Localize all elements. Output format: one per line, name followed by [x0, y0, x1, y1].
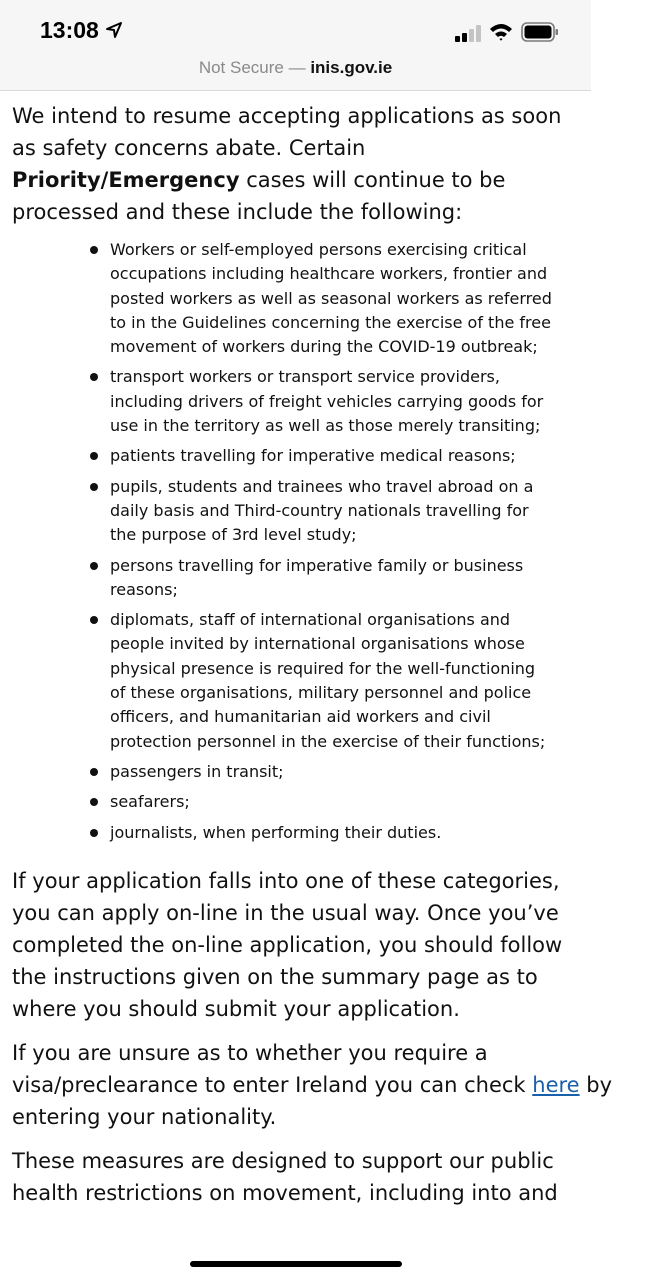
list-item: [90, 365, 552, 438]
wifi-icon: [489, 22, 513, 41]
home-indicator[interactable]: [190, 1261, 402, 1267]
cellular-signal-icon: [455, 25, 483, 42]
status-bar: [0, 0, 591, 58]
intro-paragraph: [12, 100, 587, 228]
bullet-icon: [90, 616, 98, 624]
list-item: [90, 475, 552, 548]
intro-text: We intend to resume accepting applications as soon as safety concerns abate. Certain: [12, 104, 562, 160]
list-item-text: passengers in transit;: [110, 761, 284, 781]
address-bar[interactable]: [0, 58, 591, 91]
list-item-text: Workers or self-employed persons exercising critical occupations including healthcare workers, frontier and posted workers as well as seasonal workers as referred to in the Guidelines concerning the exercise of the free movement of workers during the COVID-19 outbreak;: [110, 240, 552, 357]
list-item-text: seafarers;: [110, 792, 190, 812]
visa-check-text-end: by entering your nationality.: [12, 1072, 613, 1129]
visa-check-paragraph: [12, 1037, 652, 1133]
list-item-text: transport workers or transport service providers, including drivers of freight vehicles carrying goods for use in the territory as well as those merely transiting;: [110, 367, 544, 436]
battery-icon: [521, 22, 559, 42]
apply-online-paragraph: If your application falls into one of these categories, you can apply on-line in the usual way. Once you’ve completed the on-line application, you should follow the instructions given on the summary page as to where you should submit your application.: [12, 868, 563, 1021]
list-item-text: pupils, students and trainees who travel abroad on a daily basis and Third-country nationals travelling for the purpose of 3rd level study;: [110, 476, 534, 545]
list-item: [90, 444, 552, 468]
list-item-text: persons travelling for imperative family or business reasons;: [110, 555, 524, 599]
intro-text-end: cases will continue to be processed and these include the following:: [12, 168, 506, 224]
list-item: [90, 790, 552, 814]
not-secure-label: Not Secure: [198, 58, 284, 77]
list-item: [90, 821, 552, 845]
measures-paragraph: These measures are designed to support our public health restrictions on movement, including into and: [12, 1148, 558, 1205]
list-item: [90, 760, 552, 784]
list-item: [90, 238, 552, 359]
priority-categories-list: [12, 238, 552, 845]
bullet-icon: [90, 246, 98, 254]
url-domain: inis.gov.ie: [310, 58, 393, 77]
list-item-text: diplomats, staff of international organisations and people invited by international organisations whose physical presence is required for the well-functioning of these organisations, military personnel and police officers, and humanitarian aid workers and civil protection personnel in the exercise of their functions;: [110, 610, 546, 751]
list-item: [90, 554, 552, 603]
list-item-text: journalists, when performing their duties.: [110, 822, 442, 842]
bullet-icon: [90, 373, 98, 381]
here-link[interactable]: here: [532, 1072, 580, 1097]
bullet-icon: [90, 452, 98, 460]
status-time: 13:08: [40, 17, 99, 43]
url-separator: —: [283, 58, 311, 77]
bullet-icon: [90, 768, 98, 776]
bullet-icon: [90, 483, 98, 491]
page-content: [12, 100, 652, 1209]
location-arrow-icon: [106, 22, 122, 38]
visa-check-text: If you are unsure as to whether you require a visa/preclearance to enter Ireland you can check: [12, 1040, 533, 1097]
bullet-icon: [90, 829, 98, 837]
priority-emergency-label: Priority/Emergency: [12, 168, 240, 192]
bullet-icon: [90, 562, 98, 570]
list-item-text: patients travelling for imperative medical reasons;: [110, 446, 516, 466]
list-item: [90, 608, 552, 754]
bullet-icon: [90, 798, 98, 806]
